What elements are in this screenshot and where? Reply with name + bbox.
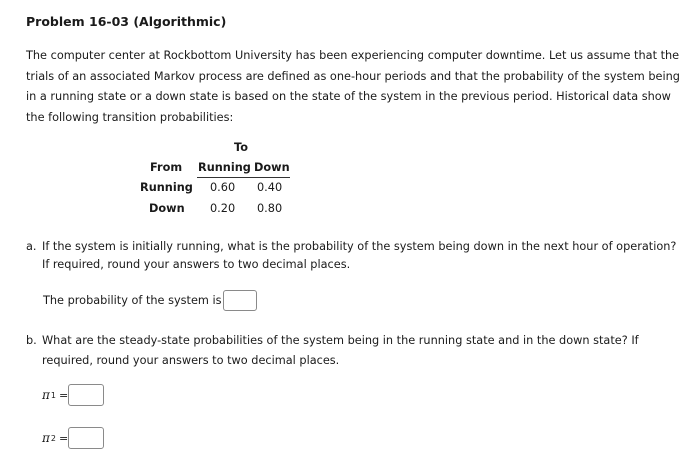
problem-intro	[26, 46, 682, 128]
pi1-row	[42, 384, 104, 406]
equals-sign: =	[58, 431, 69, 445]
header-underline	[197, 177, 290, 178]
question-b-line: What are the steady-state probabilities of the system being in the running state and in the down state? If	[42, 334, 639, 347]
from-header: From	[150, 161, 183, 174]
answer-a-row	[43, 290, 257, 311]
to-header: To	[234, 141, 248, 154]
question-a-line: If the system is initially running, what is the probability of the system being down in the next hour of operation?	[42, 240, 677, 253]
question-a-line: If required, round your answers to two decimal places.	[42, 258, 351, 271]
question-a-letter: a.	[26, 240, 37, 253]
pi1-input[interactable]	[68, 384, 104, 406]
question-b-letter: b.	[26, 334, 37, 347]
intro-line: the following transition probabilities:	[26, 110, 234, 124]
matrix-cell: 0.40	[257, 181, 283, 194]
row-label-down: Down	[149, 202, 185, 215]
matrix-cell: 0.60	[210, 181, 236, 194]
row-label-running: Running	[140, 181, 193, 194]
column-header-running: Running	[198, 161, 251, 174]
pi-subscript: 1	[50, 390, 56, 400]
matrix-cell: 0.20	[210, 202, 236, 215]
pi-subscript: 2	[50, 433, 56, 443]
probability-down-input[interactable]	[223, 290, 257, 311]
matrix-cell: 0.80	[257, 202, 283, 215]
column-header-down: Down	[254, 161, 290, 174]
intro-line: trials of an associated Markov process are defined as one-hour periods and that the probability of the system being	[26, 69, 680, 83]
pi-symbol: π	[42, 388, 50, 402]
pi2-input[interactable]	[68, 427, 104, 449]
intro-line: in a running state or a down state is based on the state of the system in the previous period. Historical data show	[26, 90, 671, 103]
equals-sign: =	[58, 388, 69, 402]
answer-a-prompt: The probability of the system is	[43, 294, 222, 307]
question-b-line: required, round your answers to two decimal places.	[42, 354, 340, 367]
question-b	[26, 331, 686, 371]
pi-symbol: π	[42, 431, 50, 445]
intro-line: The computer center at Rockbottom University has been experiencing computer downtime. Let us assume that the	[26, 49, 680, 62]
pi2-row	[42, 427, 104, 449]
problem-title: Problem 16-03 (Algorithmic)	[26, 14, 227, 29]
question-a	[26, 238, 686, 274]
